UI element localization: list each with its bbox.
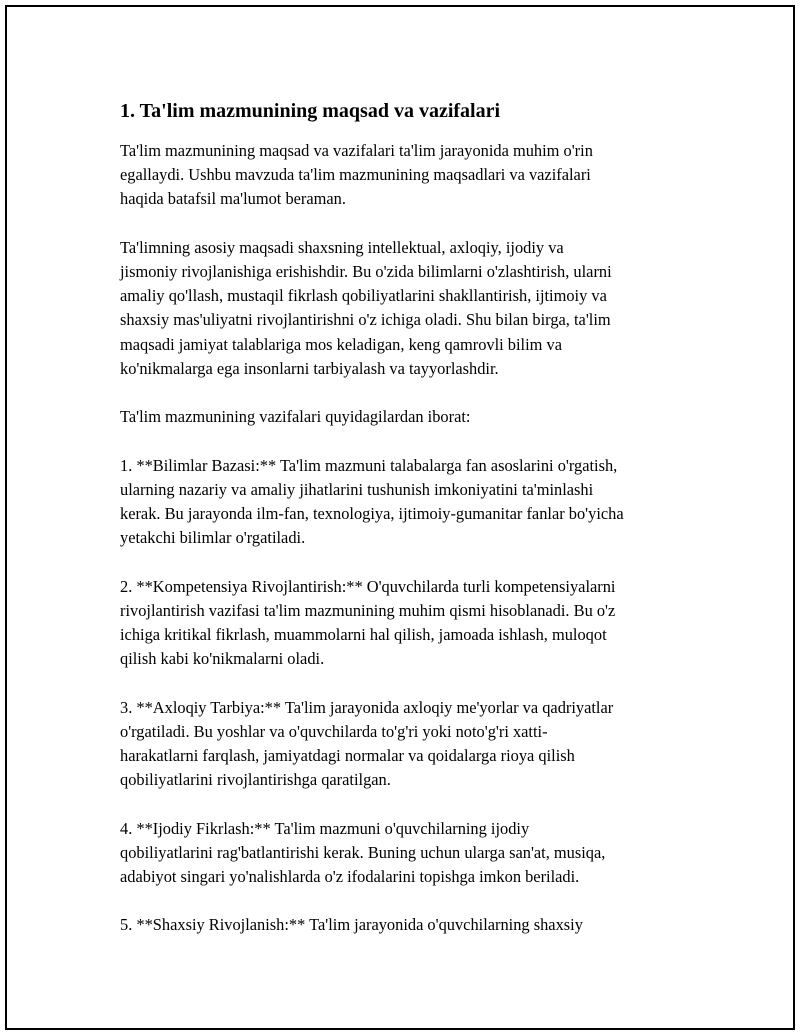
paragraph-main-goal: Ta'limning asosiy maqsadi shaxsning intellektual, axloqiy, ijodiy va jismoniy rivojlanishiga erishishdir. Bu o'zida bilimlarni o'zlashtirish, ularni amaliy qo'llash, mustaqil fikrlash qobiliyatlarini shakllantirish, ijtimoiy va shaxsiy mas'uliyatni rivojlantirishni o'z ichiga oladi. Shu bilan birga, ta'lim maqsadi jamiyat talablariga mos keladigan, keng qamrovli bilim va ko'nikmalarga ega insonlarni tarbiyalash va tayyorlashdir. [120, 237, 612, 378]
document-body [120, 97, 700, 938]
paragraph-tasks-intro: Ta'lim mazmunining vazifalari quyidagilardan iborat: [120, 407, 471, 427]
list-item-knowledge-base: 1. **Bilimlar Bazasi:** Ta'lim mazmuni talabalarga fan asoslarini o'rgatish, ularning nazariy va amaliy jihatlarini tushunish imkoniyatini ta'minlashi kerak. Bu jarayonda ilm-fan, texnologiya, ijtimoiy-gumanitar fanlar bo'yicha yetakchi bilimlar o'rgatiladi. [120, 455, 624, 548]
document-title: 1. Ta'lim mazmunining maqsad va vazifalari [120, 100, 501, 122]
list-item-moral-education: 3. **Axloqiy Tarbiya:** Ta'lim jarayonida axloqiy me'yorlar va qadriyatlar o'rgatiladi. Bu yoshlar va o'quvchilarda to'g'ri yoki noto'g'ri xatti- harakatlarni farqlash, jamiyatdagi normalar va qoidalarga rioya qilish qobiliyatlarini rivojlantirishga qaratilgan. [120, 697, 614, 790]
paragraph-intro: Ta'lim mazmunining maqsad va vazifalari ta'lim jarayonida muhim o'rin egallaydi. Ushbu mavzuda ta'lim mazmunining maqsadlari va vazifalari haqida batafsil ma'lumot beraman. [120, 141, 593, 209]
list-item-creative-thinking: 4. **Ijodiy Fikrlash:** Ta'lim mazmuni o'quvchilarning ijodiy qobiliyatlarini rag'batlantirishi kerak. Buning uchun ularga san'at, musiqa, adabiyot singari yo'nalishlarda o'z ifodalarini topishga imkon beriladi. [120, 818, 606, 886]
page-frame [5, 5, 795, 1030]
list-item-personal-development: 5. **Shaxsiy Rivojlanish:** Ta'lim jarayonida o'quvchilarning shaxsiy [120, 915, 583, 935]
list-item-competence: 2. **Kompetensiya Rivojlantirish:** O'quvchilarda turli kompetensiyalarni rivojlantirish vazifasi ta'lim mazmunining muhim qismi hisoblanadi. Bu o'z ichiga kritikal fikrlash, muammolarni hal qilish, jamoada ishlash, muloqot qilish kabi ko'nikmalarni oladi. [120, 576, 616, 669]
